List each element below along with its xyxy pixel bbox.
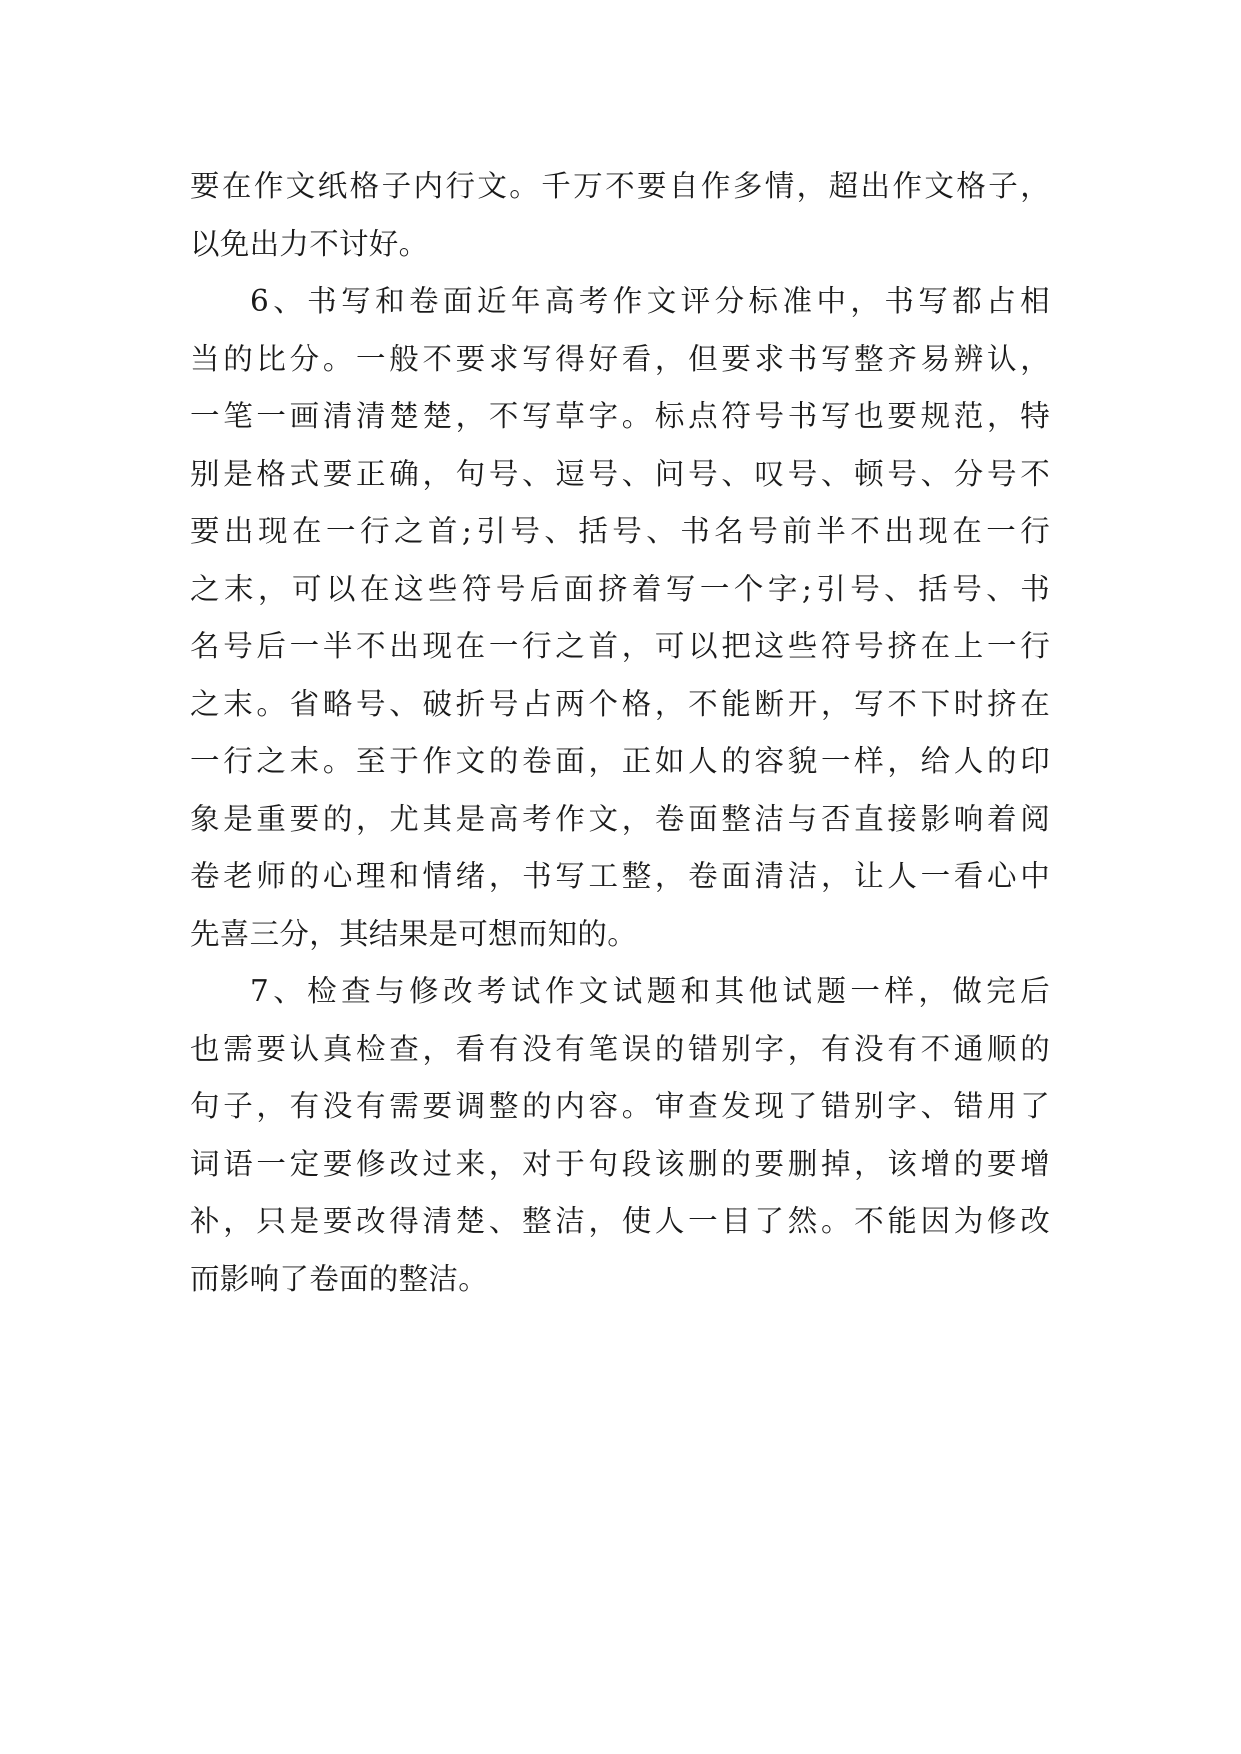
- text-line: 之末，可以在这些符号后面挤着写一个字;引号、括号、书: [190, 571, 1050, 606]
- text-line: 先喜三分，其结果是可想而知的。: [190, 916, 638, 951]
- text-line: 句子，有没有需要调整的内容。审查发现了错别字、错用了: [190, 1089, 1050, 1123]
- text-line: 而影响了卷面的整洁。: [190, 1261, 489, 1296]
- text-line: 词语一定要修改过来，对于句段该删的要删掉，该增的要增: [190, 1146, 1050, 1181]
- text-line: 补，只是要改得清楚、整洁，使人一目了然。不能因为修改: [190, 1204, 1050, 1238]
- text-line: 别是格式要正确，句号、逗号、问号、叹号、顿号、分号不: [190, 456, 1050, 491]
- text-line: 以免出力不讨好。: [190, 226, 429, 261]
- document-body: [190, 158, 1050, 1308]
- text-line: 卷老师的心理和情绪，书写工整，卷面清洁，让人一看心中: [190, 859, 1050, 893]
- text-line: 也需要认真检查，看有没有笔误的错别字，有没有不通顺的: [190, 1031, 1050, 1066]
- text-line: 之末。省略号、破折号占两个格，不能断开，写不下时挤在: [190, 686, 1050, 721]
- text-line: 一行之末。至于作文的卷面，正如人的容貌一样，给人的印: [190, 744, 1050, 778]
- text-line: 一笔一画清清楚楚，不写草字。标点符号书写也要规范，特: [190, 399, 1050, 433]
- paragraph-first-line: 6、书写和卷面近年高考作文评分标准中，书写都占相: [250, 284, 1050, 318]
- text-line: 要出现在一行之首;引号、括号、书名号前半不出现在一行: [190, 514, 1050, 548]
- text-line: 要在作文纸格子内行文。千万不要自作多情，超出作文格子，: [190, 169, 1050, 203]
- text-line: 象是重要的，尤其是高考作文，卷面整洁与否直接影响着阅: [190, 801, 1050, 836]
- text-line: 名号后一半不出现在一行之首，可以把这些符号挤在上一行: [190, 629, 1050, 663]
- paragraph-first-line: 7、检查与修改考试作文试题和其他试题一样，做完后: [250, 974, 1050, 1008]
- text-line: 当的比分。一般不要求写得好看，但要求书写整齐易辨认，: [190, 341, 1050, 376]
